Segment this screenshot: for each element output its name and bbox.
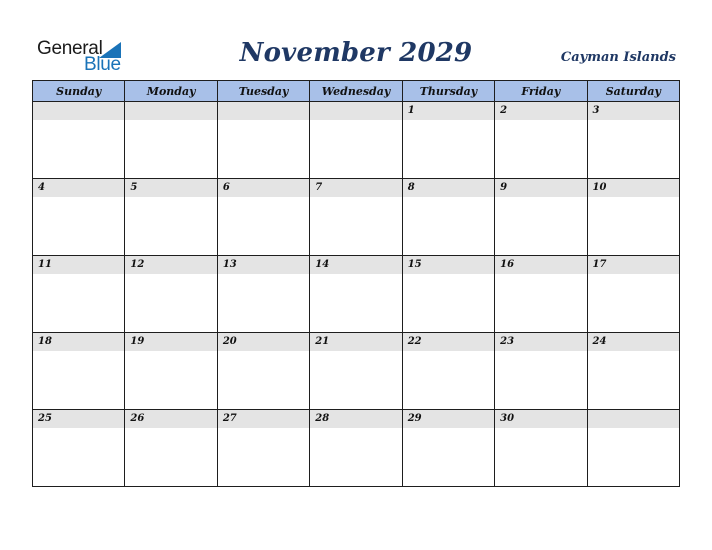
day-number: 28 [310,410,401,428]
day-number: 7 [310,179,401,197]
day-cell[interactable] [402,410,494,487]
day-cell[interactable] [217,410,309,487]
day-cell[interactable] [125,333,217,410]
logo-blue-text: Blue [84,54,121,75]
day-number: 10 [588,179,679,197]
day-cell[interactable] [217,179,309,256]
day-cell[interactable] [33,333,125,410]
day-cell[interactable] [402,256,494,333]
region-label: Cayman Islands [560,50,676,65]
day-cell[interactable] [33,179,125,256]
day-cell[interactable] [587,179,679,256]
day-cell[interactable] [587,333,679,410]
day-cell[interactable] [495,179,587,256]
day-number: 4 [33,179,124,197]
day-cell[interactable] [310,333,402,410]
week-row [33,410,680,487]
day-number: 15 [403,256,494,274]
day-cell[interactable] [217,256,309,333]
day-cell[interactable] [402,333,494,410]
day-number: 2 [495,102,586,120]
day-number: 8 [403,179,494,197]
weekday-header-tuesday: Tuesday [217,81,309,102]
day-number: 27 [218,410,309,428]
empty-day-cell [125,102,217,179]
day-cell[interactable] [33,256,125,333]
weekday-header-saturday: Saturday [587,81,679,102]
empty-day-cell [217,102,309,179]
calendar-grid [32,80,680,487]
weekday-header-friday: Friday [495,81,587,102]
day-cell[interactable] [402,102,494,179]
day-cell[interactable] [495,410,587,487]
week-row [33,179,680,256]
day-number: 24 [588,333,679,351]
day-cell[interactable] [310,410,402,487]
week-row [33,256,680,333]
day-number: 12 [125,256,216,274]
calendar-title: November 2029 [239,38,473,68]
day-number: 5 [125,179,216,197]
day-number: 11 [33,256,124,274]
day-cell[interactable] [587,256,679,333]
day-number: 30 [495,410,586,428]
day-number: 3 [588,102,679,120]
weekday-header-row [33,81,680,102]
empty-day-cell [33,102,125,179]
weekday-header-wednesday: Wednesday [310,81,402,102]
weekday-header-sunday: Sunday [33,81,125,102]
day-number: 29 [403,410,494,428]
day-number: 25 [33,410,124,428]
day-number [588,410,679,428]
day-number: 18 [33,333,124,351]
day-cell[interactable] [587,102,679,179]
day-number: 9 [495,179,586,197]
day-number: 26 [125,410,216,428]
day-cell[interactable] [495,256,587,333]
day-cell[interactable] [310,256,402,333]
day-number [310,102,401,120]
week-row [33,333,680,410]
day-cell[interactable] [125,410,217,487]
day-cell[interactable] [125,179,217,256]
day-number: 17 [588,256,679,274]
day-number: 14 [310,256,401,274]
day-number: 22 [403,333,494,351]
week-row [33,102,680,179]
day-number [33,102,124,120]
day-number [125,102,216,120]
day-number: 13 [218,256,309,274]
empty-day-cell [310,102,402,179]
day-cell[interactable] [495,102,587,179]
day-number: 6 [218,179,309,197]
day-number: 16 [495,256,586,274]
day-cell[interactable] [33,410,125,487]
day-cell[interactable] [495,333,587,410]
day-cell[interactable] [310,179,402,256]
day-number: 19 [125,333,216,351]
weekday-header-thursday: Thursday [402,81,494,102]
day-number: 21 [310,333,401,351]
empty-day-cell [587,410,679,487]
day-cell[interactable] [402,179,494,256]
day-number: 20 [218,333,309,351]
logo-general-text: General [37,38,103,59]
day-number [218,102,309,120]
weekday-header-monday: Monday [125,81,217,102]
day-number: 1 [403,102,494,120]
day-cell[interactable] [125,256,217,333]
day-cell[interactable] [217,333,309,410]
day-number: 23 [495,333,586,351]
